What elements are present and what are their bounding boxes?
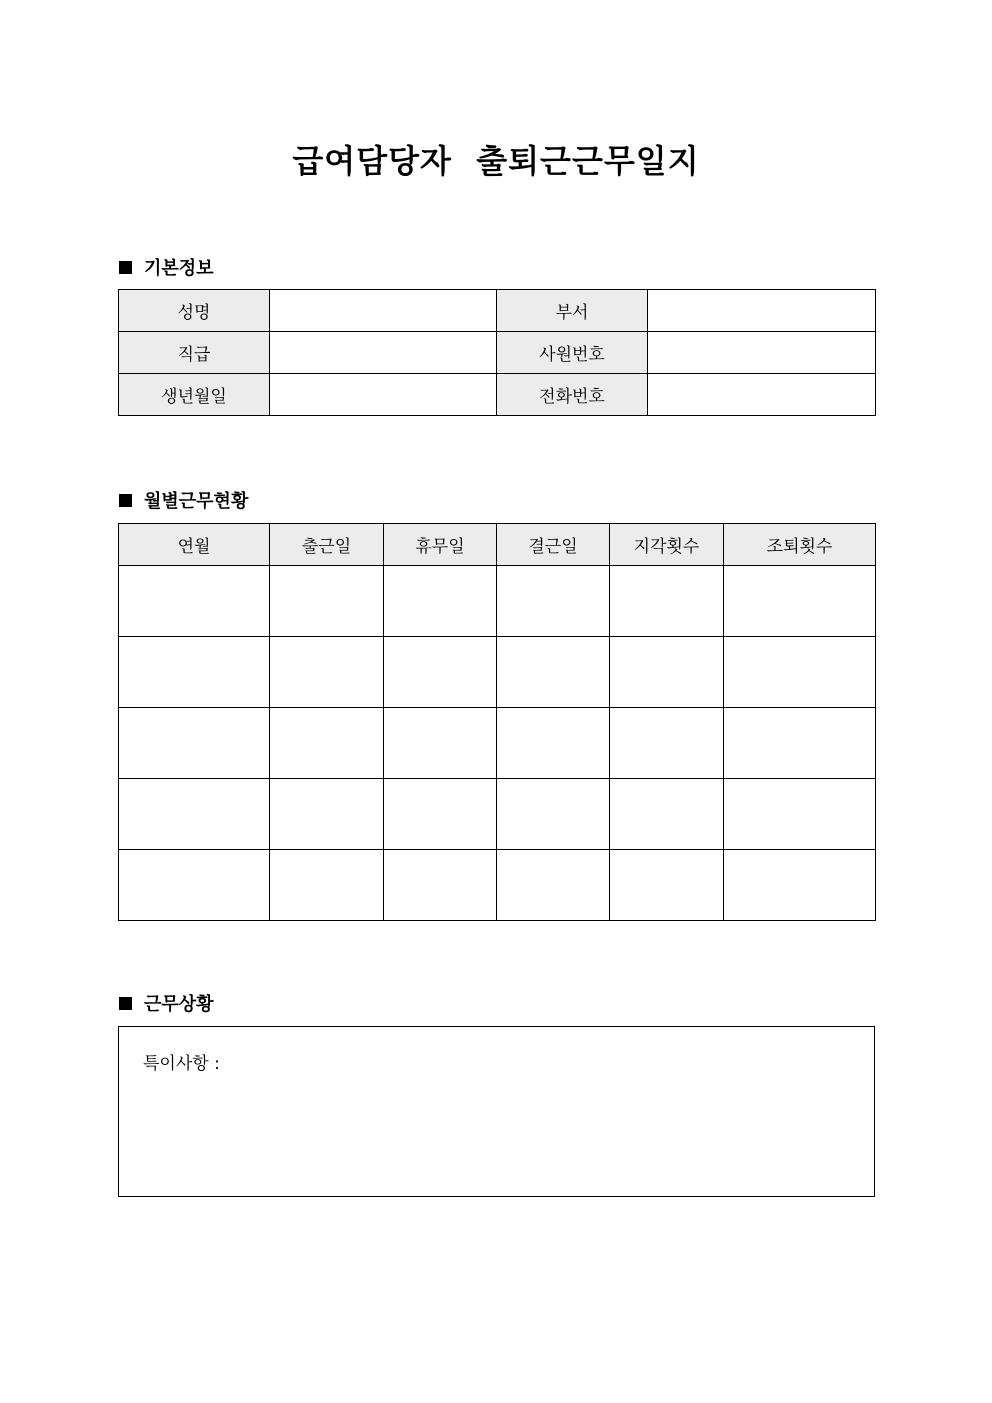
table-cell[interactable]	[270, 850, 384, 921]
section-heading-basic-info	[119, 254, 214, 280]
table-cell[interactable]	[610, 566, 724, 637]
table-cell[interactable]	[497, 637, 610, 708]
table-cell[interactable]	[384, 850, 497, 921]
table-cell[interactable]	[384, 708, 497, 779]
table-cell[interactable]	[724, 850, 876, 921]
table-cell[interactable]	[119, 708, 270, 779]
table-cell[interactable]	[497, 566, 610, 637]
section-heading-label: 근무상황	[144, 994, 214, 1015]
table-cell[interactable]	[610, 708, 724, 779]
table-cell[interactable]	[610, 637, 724, 708]
remarks-field[interactable]	[118, 1026, 875, 1197]
table-cell[interactable]	[497, 779, 610, 850]
column-header-work-days: 출근일	[270, 524, 384, 566]
table-cell[interactable]	[119, 566, 270, 637]
table-cell[interactable]	[270, 637, 384, 708]
table-row	[119, 566, 876, 637]
department-field[interactable]	[648, 290, 876, 332]
table-header-row	[119, 524, 876, 566]
phone-field[interactable]	[648, 374, 876, 416]
square-bullet-icon	[119, 261, 132, 274]
birthdate-field[interactable]	[270, 374, 497, 416]
table-cell[interactable]	[384, 779, 497, 850]
birthdate-label: 생년월일	[119, 374, 270, 416]
column-header-late-count: 지각횟수	[610, 524, 724, 566]
table-cell[interactable]	[119, 779, 270, 850]
table-cell[interactable]	[610, 850, 724, 921]
table-cell[interactable]	[384, 566, 497, 637]
employee-number-field[interactable]	[648, 332, 876, 374]
table-row	[119, 708, 876, 779]
table-cell[interactable]	[724, 779, 876, 850]
column-header-early-leave-count: 조퇴횟수	[724, 524, 876, 566]
table-cell[interactable]	[724, 566, 876, 637]
section-heading-monthly	[119, 487, 248, 513]
table-row	[119, 374, 876, 416]
phone-label: 전화번호	[497, 374, 648, 416]
position-field[interactable]	[270, 332, 497, 374]
table-cell[interactable]	[119, 850, 270, 921]
column-header-year-month: 연월	[119, 524, 270, 566]
table-cell[interactable]	[384, 637, 497, 708]
table-cell[interactable]	[610, 779, 724, 850]
table-cell[interactable]	[724, 637, 876, 708]
page-title: 급여담당자 출퇴근근무일지	[292, 142, 700, 180]
section-heading-label: 기본정보	[144, 258, 214, 279]
name-field[interactable]	[270, 290, 497, 332]
employee-number-label: 사원번호	[497, 332, 648, 374]
column-header-absent-days: 결근일	[497, 524, 610, 566]
section-heading-work-status	[119, 990, 214, 1016]
section-heading-label: 월별근무현황	[144, 491, 249, 512]
table-cell[interactable]	[270, 566, 384, 637]
column-header-days-off: 휴무일	[384, 524, 497, 566]
remarks-label: 특이사항 :	[143, 1054, 220, 1074]
basic-info-table	[118, 289, 876, 416]
square-bullet-icon	[119, 494, 132, 507]
table-cell[interactable]	[270, 779, 384, 850]
monthly-attendance-table	[118, 523, 876, 921]
table-row	[119, 779, 876, 850]
table-row	[119, 850, 876, 921]
name-label: 성명	[119, 290, 270, 332]
table-row	[119, 637, 876, 708]
table-cell[interactable]	[270, 708, 384, 779]
table-cell[interactable]	[497, 708, 610, 779]
table-cell[interactable]	[119, 637, 270, 708]
square-bullet-icon	[119, 997, 132, 1010]
department-label: 부서	[497, 290, 648, 332]
table-cell[interactable]	[497, 850, 610, 921]
position-label: 직급	[119, 332, 270, 374]
table-row	[119, 290, 876, 332]
table-cell[interactable]	[724, 708, 876, 779]
table-row	[119, 332, 876, 374]
